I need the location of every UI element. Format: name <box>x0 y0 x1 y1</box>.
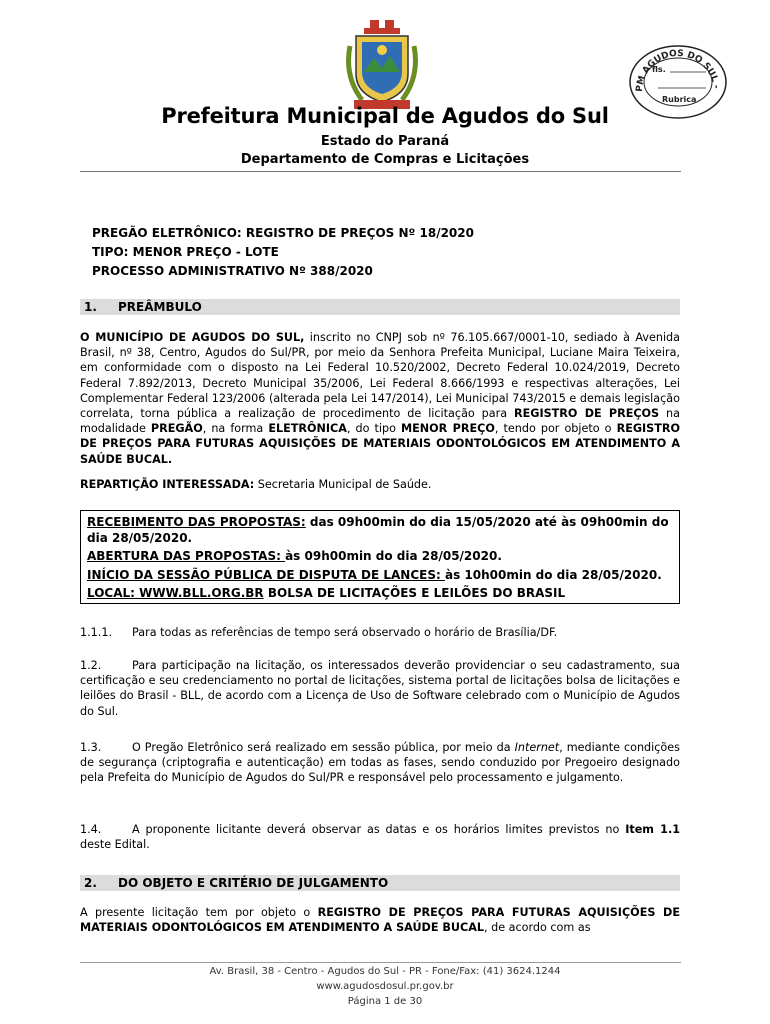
process-number-heading: PROCESSO ADMINISTRATIVO Nº 388/2020 <box>92 264 373 278</box>
clause-1-2: 1.2. Para participação na licitação, os interessados deverão providenciar o seu cadastramento, sua certificação e seu credenciamento no portal de licitações, sistema portal de licitações bolsa de licitações e leilões do Brasil - BLL, de acordo com a Licença de Uso de Software celebrado com o Município de Agudos do Sul. <box>80 659 680 718</box>
section-number: 2. <box>84 876 97 890</box>
section-number: 1. <box>84 300 97 314</box>
preamble-paragraph: O MUNICÍPIO DE AGUDOS DO SUL, inscrito no CNPJ sob nº 76.105.667/0001-10, sediado à Avenida Brasil, nº 38, Centro, Agudos do Sul/PR, por meio da Senhora Prefeita Municipal, Luciane Maira Teixeira, em conformidade com o disposto na Lei Federal 10.520/2002, Decreto Federal 10.024/2019, Decreto Federal 7.892/2013, Decreto Municipal 35/2006, Lei Federal 8.666/1993 e respectivas alterações, Lei Complementar Federal 123/2006 (alterada pela Lei 147/2014), Lei Municipal 743/2015 e demais legislação correlata, torna pública a realização de procedimento de licitação para REGISTRO DE PREÇOS na modalidade PREGÃO, na forma ELETRÔNICA, do tipo MENOR PREÇO, tendo por objeto o REGISTRO DE PREÇOS PARA FUTURAS AQUISIÇÕES DE MATERIAIS ODONTOLÓGICOS EM ATENDIMENTO A SAÚDE BUCAL. <box>80 331 681 466</box>
bid-type-heading: PREGÃO ELETRÔNICO: REGISTRO DE PREÇOS Nº 18/2020 <box>92 226 474 240</box>
section-heading-object <box>80 875 680 891</box>
footer-website[interactable]: www.agudosdosul.pr.gov.br <box>316 981 454 992</box>
location-line: LOCAL: WWW.BLL.ORG.BR BOLSA DE LICITAÇÕES E LEILÕES DO BRASIL <box>87 586 566 600</box>
stamp-ring-text: PM AGUDOS DO SUL - <box>634 48 721 93</box>
stamp-rubrica-label: Rubrica <box>662 95 697 104</box>
clause-1-1-1: 1.1.1. Para todas as referências de tempo será observado o horário de Brasília/DF. <box>80 626 558 639</box>
section-heading-preamble <box>80 299 680 315</box>
stamp-fls-label: fls. <box>652 65 666 74</box>
object-paragraph: A presente licitação tem por objeto o REGISTRO DE PREÇOS PARA FUTURAS AQUISIÇÕES DE MATERIAIS ODONTOLÓGICOS EM ATENDIMENTO A SAÚDE BUCAL, de acordo com as <box>80 906 680 935</box>
department-subtitle: Departamento de Compras e Licitações <box>240 152 530 167</box>
price-type-heading: TIPO: MENOR PREÇO - LOTE <box>92 245 279 259</box>
clause-1-4: 1.4. A proponente licitante deverá observar as datas e os horários limites previstos no Item 1.1 deste Edital. <box>80 823 680 852</box>
state-subtitle: Estado do Paraná <box>320 134 450 149</box>
section-title: PREÂMBULO <box>118 300 202 314</box>
header-divider <box>80 171 681 172</box>
proposals-receipt-line: RECEBIMENTO DAS PROPOSTAS: das 09h00min do dia 15/05/2020 até às 09h00min do <box>87 515 669 529</box>
interested-department: REPARTIÇÃO INTERESSADA: Secretaria Municipal de Saúde. <box>80 478 432 491</box>
footer-divider <box>80 962 681 963</box>
document-identification <box>92 224 474 281</box>
proposals-opening-line: ABERTURA DAS PROPOSTAS: às 09h00min do dia 28/05/2020. <box>87 549 502 563</box>
organization-title: Prefeitura Municipal de Agudos do Sul <box>161 104 609 128</box>
page-number: Página 1 de 30 <box>347 996 423 1007</box>
footer-address: Av. Brasil, 38 - Centro - Agudos do Sul - PR - Fone/Fax: (41) 3624.1244 <box>209 966 561 977</box>
municipal-coat-of-arms-icon <box>342 16 422 114</box>
public-session-line: INÍCIO DA SESSÃO PÚBLICA DE DISPUTA DE LANCES: às 10h00min do dia 28/05/2020. <box>87 568 662 582</box>
schedule-box <box>80 510 680 604</box>
clause-1-3: 1.3. O Pregão Eletrônico será realizado em sessão pública, por meio da Internet, mediante condições de segurança (criptografia e autenticação) em todas as fases, sendo conduzido por Pregoeiro designado pela Prefeita do Município de Agudos do Sul/PR e responsável pelo processamento e julgamento. <box>80 741 680 785</box>
proposals-receipt-line-cont: dia 28/05/2020. <box>87 531 193 545</box>
location-link[interactable]: LOCAL: WWW.BLL.ORG.BR <box>87 586 264 600</box>
svg-text:PM AGUDOS DO SUL - PR <box>622 30 721 92</box>
section-title: DO OBJETO E CRITÉRIO DE JULGAMENTO <box>118 876 389 890</box>
